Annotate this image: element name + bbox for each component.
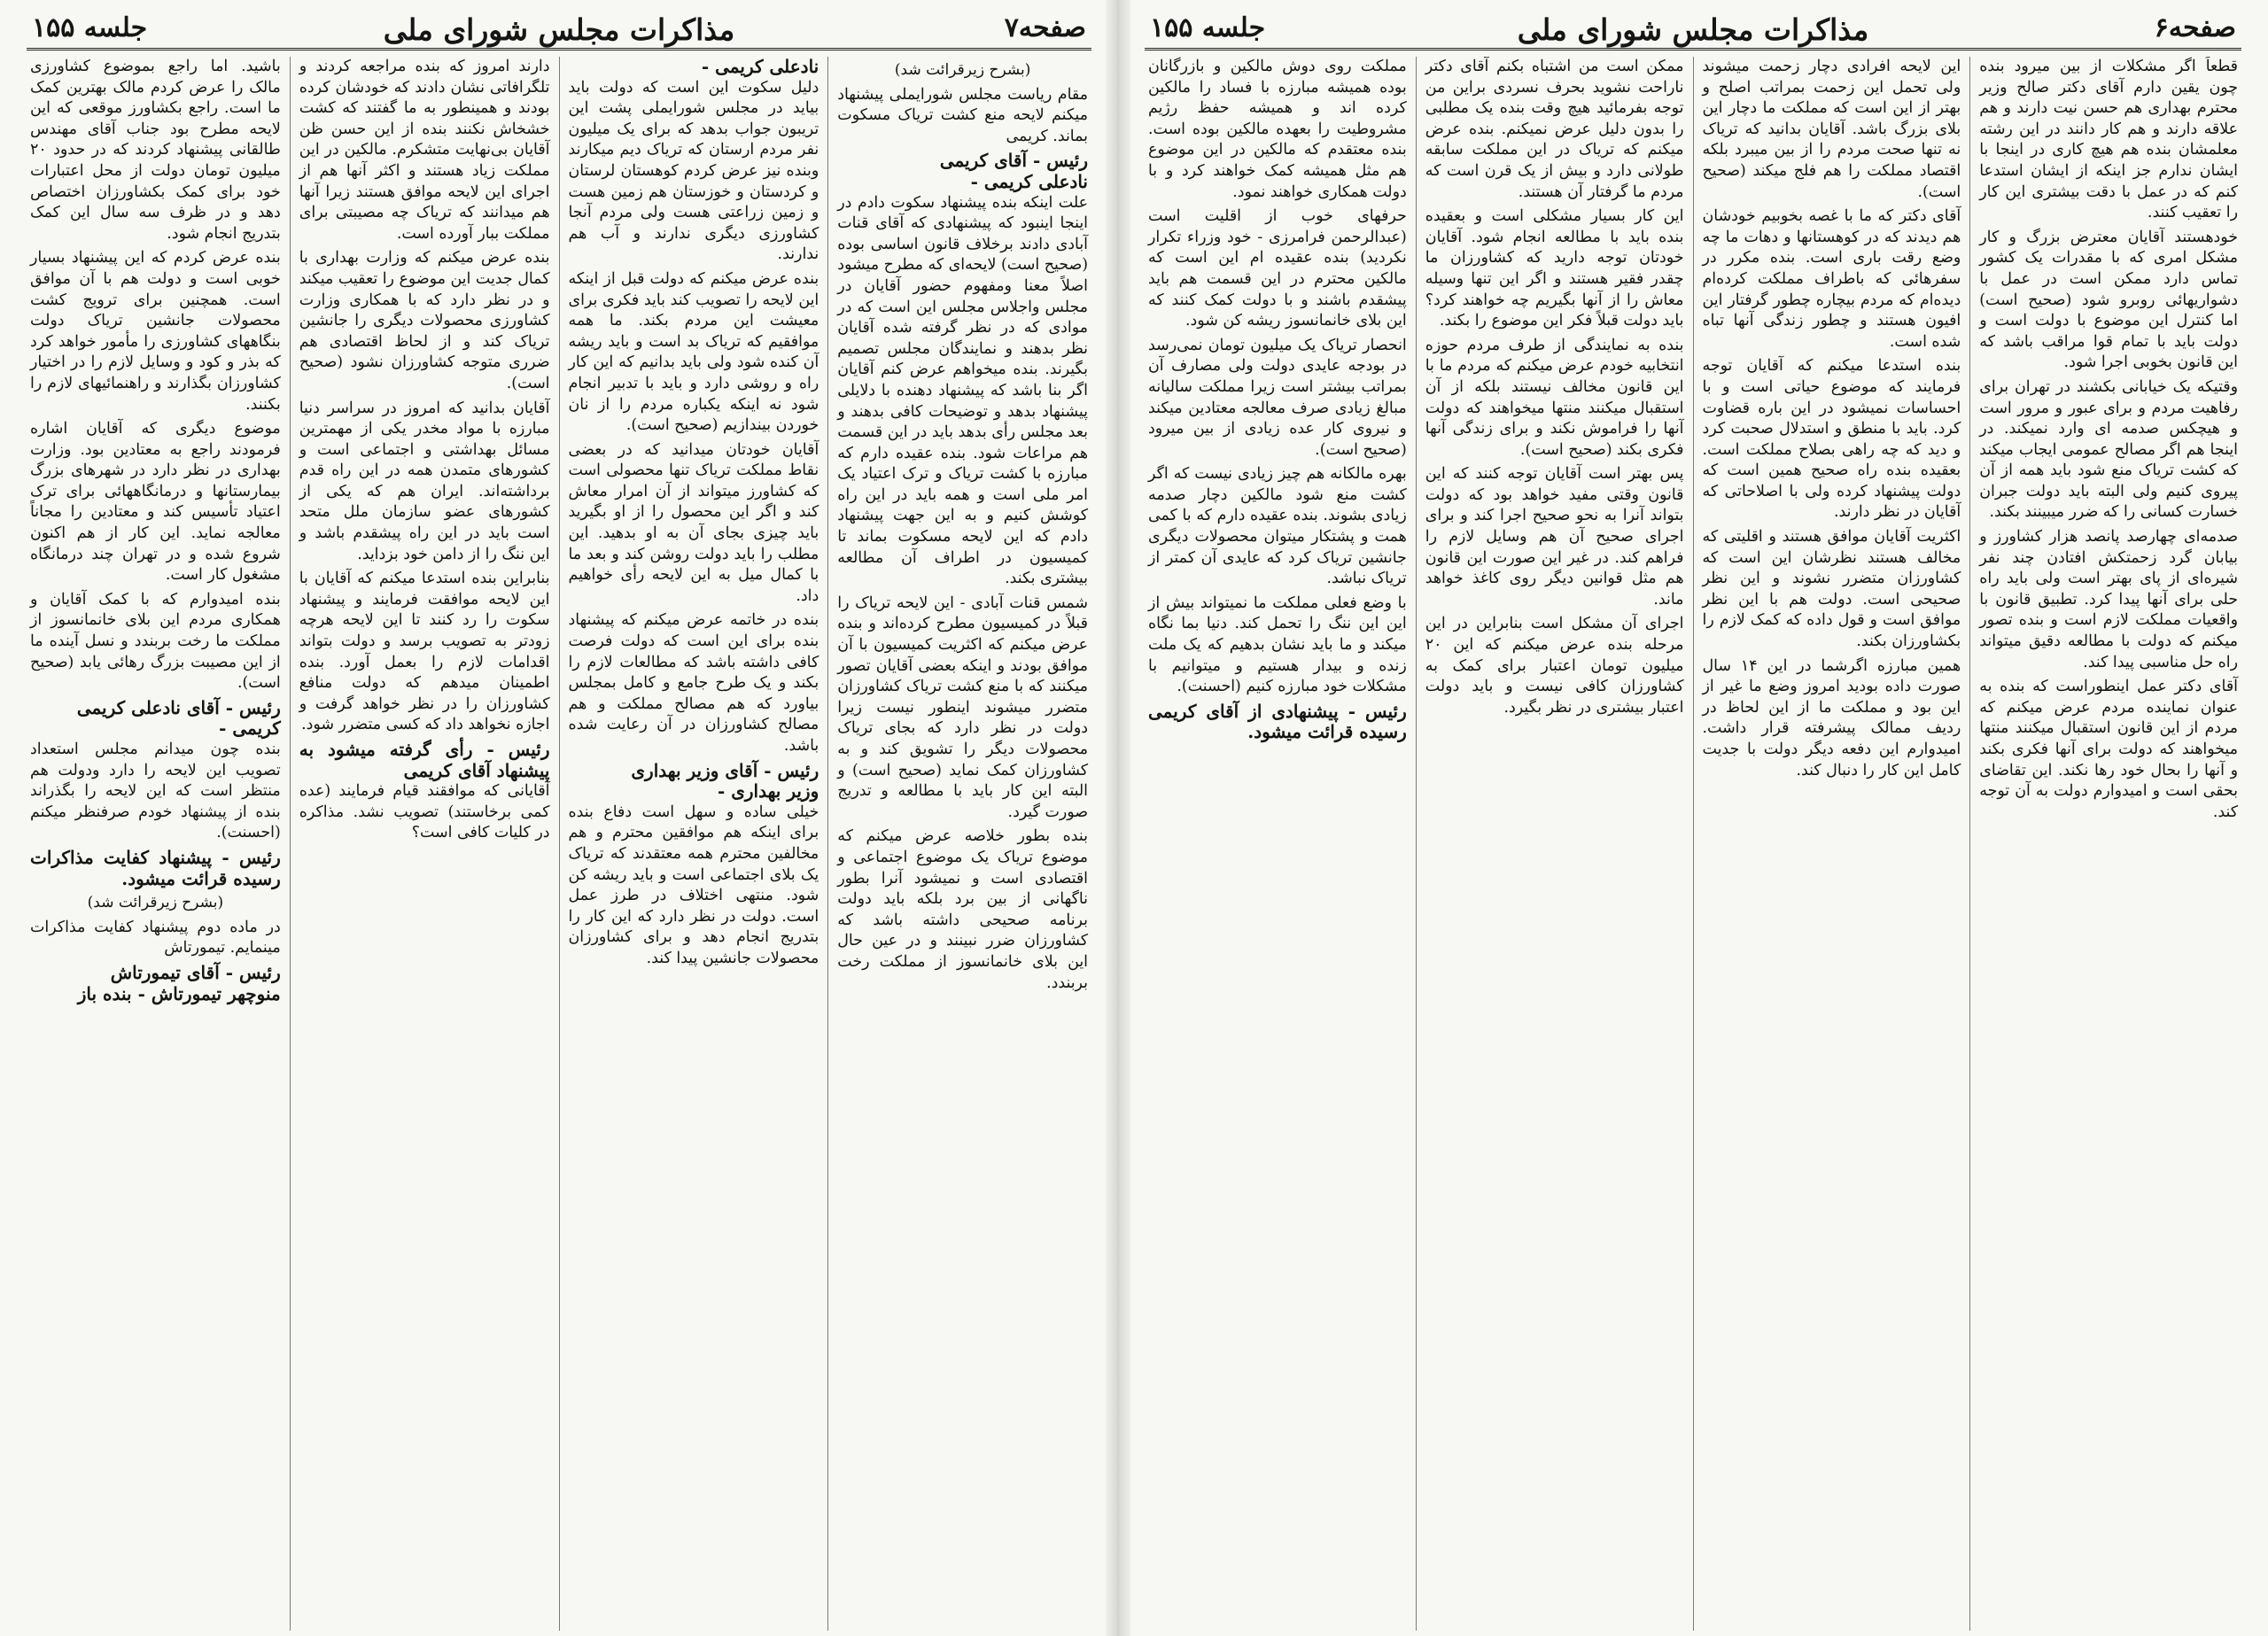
- speaker-heading: رئیس - پیشنهاد کفایت مذاکرات رسیده قرائت میشود.: [30, 846, 281, 889]
- speaker-heading: وزیر بهداری -: [717, 780, 819, 802]
- paragraph: انحصار تریاک یک میلیون تومان نمی‌رسد در بودجه عایدی دولت ولی مصارف آن بمراتب بیشتر است زیرا مملکت سالیانه مبالغ زیادی صرف معالجه معتادین میکند و نیروی کار عده زیادی از بین میرود (صحیح است).: [1148, 336, 1407, 459]
- speaker-heading: رئیس - آقای وزیر بهداری: [631, 759, 819, 781]
- text-columns: [1139, 57, 2247, 1631]
- session-label: جلسه ۱۵۵: [32, 12, 148, 43]
- paragraph: خیلی ساده و سهل است دفاع بنده برای اینکه هم موافقین محترم و هم مخالفین محترم همه معتقدند که تریاک یک بلای اجتماعی است و باید ریشه کن شود. منتهی اختلاف در طرز عمل است. دولت در نظر دارد که این کار را بتدریج انجام دهد و برای کشاورزان محصولات جانشین پیدا کند.: [568, 802, 819, 967]
- reading-note: (بشرح زیرقرائت شد): [894, 61, 1031, 79]
- speaker-heading: نادعلی کریمی -: [970, 170, 1088, 192]
- page-number: صفحه۷: [1004, 12, 1086, 43]
- paragraph: موضوع دیگری که آقایان اشاره فرمودند راجع به معتادین بود. وزارت بهداری در نظر دارد در شهرهای بزرگ بیمارستانها و درمانگاههائی برای ترک اعتیاد تأسیس کند و معتادین را مجاناً معالجه نماید. این کار از هم اکنون شروع شده و در تهران چند درمانگاه مشغول کار است.: [30, 420, 281, 585]
- page-7: [0, 0, 1118, 1636]
- paragraph: باشید. اما راجع بموضوع کشاورزی مالک را عرض کردم مالک بهترین کمک ما است. راجع بکشاورز موقعی که این لایحه مطرح بود جناب آقای مهندس طالقانی پیشنهاد کردند که در حدود ۲۰ میلیون تومان دولت از محل اعتبارات خود برای کمک بکشاورزان اختصاص دهد و در ظرف سه سال این کمک بتدریج انجام شود.: [30, 58, 281, 243]
- paragraph: بنده چون میدانم مجلس استعداد تصویب این لایحه را دارد ودولت هم منتظر است که این لایحه را بگذراند بنده از پیشنهاد خودم صرفنظر میکنم (احسنت).: [30, 740, 281, 842]
- reading-note: (بشرح زیرقرائت شد): [87, 894, 224, 912]
- running-title: مذاکرات مجلس شورای ملی: [1517, 12, 1869, 47]
- paragraph: بنده امیدوارم که با کمک آقایان و همکاری مردم این بلای خانمانسوز از مملکت ما رخت بربندد و نسل آینده ما از این مصیبت بزرگ رهائی یابد (صحیح است).: [30, 590, 281, 693]
- paragraph: اکثریت آقایان موافق هستند و اقلیتی که مخالف هستند نظرشان این است که کشاورزان متضرر نشوند و این نظر صحیحی است. دولت هم با این نظر موافق است و قول داده که کمک لازم را بکشاورزان بکند.: [1702, 528, 1961, 651]
- binding-gutter: [1106, 0, 1130, 1636]
- text-column: [1693, 57, 1970, 1631]
- paragraph: آقایانی که موافقند قیام فرمایند (عده کمی برخاستند) تصویب نشد. مذاکره در کلیات کافی است؟: [299, 782, 550, 842]
- paragraph: حرفهای خوب از اقلیت است (عبدالرحمن فرامرزی - خود وزراء تکرار نکردید) بنده عقیده ام این است که مالکین محترم در این قسمت هم باید پیشقدم باشند و با دولت کمک کنند که این بلای خانمانسوز ریشه کن شود.: [1148, 207, 1407, 330]
- text-column: [559, 57, 828, 1631]
- speaker-heading: رئیس - آقای تیمورتاش: [110, 961, 281, 983]
- paragraph: بهره مالکانه هم چیز زیادی نیست که اگر کشت منع شود مالکین دچار صدمه زیادی بشوند. بنده عقیده دارم که با کمی همت و پشتکار میتوان محصولات دیگری جانشین تریاک کرد که عایدی آن کمتر از تریاک نباشد.: [1148, 465, 1407, 588]
- paragraph: در ماده دوم پیشنهاد کفایت مذاکرات مینمایم. تیمورتاش: [30, 918, 281, 958]
- paragraph: صدمه‌ای چهارصد پانصد هزار کشاورز و بیابان گرد زحمتکش افتادن چند نفر شیره‌ای از پای بهتر است ولی باید راه حلی برای آنها پیدا کرد. تطبیق قانون با واقعیات مملکت لازم است و بنده تصور میکنم که دولت با مطالعه دقیق میتواند راه حل مناسبی پیدا کند.: [1979, 528, 2238, 671]
- speaker-heading: رئیس - رأی گرفته میشود به پیشنهاد آقای کریمی: [299, 739, 550, 781]
- paragraph: وقتیکه یک خیابانی بکشند در تهران برای رفاهیت مردم و برای عبور و مرور است و هیچکس صدمه ای وارد نمیکند. در اینجا هم اگر مصالح عمومی ایجاب میکند که کشت تریاک منع شود باید همه از آن پیروی کنیم ولی البته باید دولت جبران خسارت کسانی را که ضرر میبینند بکند.: [1979, 377, 2238, 522]
- paragraph: پس بهتر است آقایان توجه کنند که این قانون وقتی مفید خواهد بود که دولت بتواند آنرا به نحو صحیح اجرا کند و برای اجرای صحیح آن هم وسایل لازم را فراهم کند. در غیر این صورت این قانون هم مثل قوانین دیگر روی کاغذ خواهد ماند.: [1425, 465, 1684, 609]
- speaker-heading: کریمی -: [219, 717, 281, 740]
- text-column: [827, 57, 1097, 1631]
- paragraph: آقای دکتر که ما با غصه بخوبیم خودشان هم دیدند که در کوهستانها و دهات ما چه وضع رقت باری است. بنده مکرر در سفرهائی که باطراف مملکت کرده‌ام دیده‌ام که مردم بیچاره چطور گرفتار این افیون هستند و چطور زندگی آنها تباه شده است.: [1702, 207, 1961, 351]
- paragraph: بنده عرض میکنم که دولت قبل از اینکه این لایحه را تصویب کند باید فکری برای معیشت این مردم بکند. ما همه موافقیم که تریاک بد است و باید ریشه آن کنده شود ولی باید بدانیم که این کار راه و روشی دارد و باید با تدبیر انجام شود نه اینکه یکباره مردم را از نان خوردن بیندازیم (صحیح است).: [568, 269, 819, 435]
- paragraph: دارند امروز که بنده مراجعه کردند و تلگرافاتی نشان دادند که خودشان کرده بودند و همینطور به ما گفتند که کشت خشخاش نکنند بنده از این حسن ظن آقایان بی‌نهایت متشکرم. مالکین در این مملکت زیاد هستند و اکثر آنها هم از اجرای این لایحه موافق هستند زیرا آنها هم میدانند که تریاک چه مصیبتی برای مملکت ببار آورده است.: [299, 58, 550, 243]
- paragraph: این لایحه افرادی دچار زحمت میشوند ولی تحمل این زحمت بمراتب اصلح و بهتر از این است که مملکت ما دچار این بلای بزرگ باشد. آقایان بدانید که تریاک نه تنها صحت مردم را از بین میبرد بلکه اقتصاد مملکت را هم فلج میکند (صحیح است).: [1702, 58, 1961, 201]
- paragraph: بنده استدعا میکنم که آقایان توجه فرمایند که موضوع حیاتی است و با احساسات نمیشود در این باره قضاوت کرد. باید با منطق و استدلال صحبت کرد و دید که چه راهی بصلاح مملکت است. بعقیده بنده راه صحیح همین است که دولت پیشنهاد کرده ولی با اصلاحاتی که آقایان در نظر دارند.: [1702, 357, 1961, 522]
- paragraph: قطعاً اگر مشکلات از بین میرود بنده چون یقین دارم آقای دکتر صالح وزیر محترم بهداری هم حسن نیت دارند و هم علاقه دارند و هم کار دانند در این رشته معلمشان بنده هم هیچ کاری در اینجا با ایشان ندارم جز اینکه از ایشان استدعا کنم که در عمل با دقت بیشتری این کار را تعقیب کنند.: [1979, 58, 2238, 222]
- paragraph: این کار بسیار مشکلی است و بعقیده بنده باید با مطالعه انجام شود. آقایان خودتان توجه دارید که کشاورزان ما چقدر فقیر هستند و اگر این تنها وسیله معاش را از آنها بگیریم چه خواهند کرد؟ باید دولت قبلاً فکر این موضوع را بکند.: [1425, 207, 1684, 330]
- speaker-heading: رئیس - آقای کریمی: [939, 150, 1088, 172]
- paragraph: مملکت روی دوش مالکین و بازرگانان بوده همیشه مبارزه با فساد را مالکین کرده اند و همیشه حفظ رژیم مشروطیت را بعهده مالکین بوده است. بنده معتقدم که مالکین در این موضوع هم مثل همیشه کمک خواهند کرد و با دولت همکاری خواهند نمود.: [1148, 58, 1407, 201]
- paragraph: بنده عرض میکنم که وزارت بهداری با کمال جدیت این موضوع را تعقیب میکند و در نظر دارد که با همکاری وزارت کشاورزی محصولات دیگری را جانشین تریاک کند و از لحاظ اقتصادی هم ضرری متوجه کشاورزان نشود (صحیح است).: [299, 249, 550, 392]
- paragraph: اجرای آن مشکل است بنابراین در این مرحله بنده عرض میکنم که این ۲۰ میلیون تومان اعتبار برای کمک به کشاورزان کافی نیست و باید دولت اعتبار بیشتری در نظر بگیرد.: [1425, 615, 1684, 717]
- paragraph: مقام ریاست مجلس شورایملی پیشنهاد میکنم لایحه منع کشت تریاک مسکوت بماند. کریمی: [837, 85, 1088, 145]
- paragraph: علت اینکه بنده پیشنهاد سکوت دادم در اینجا اینبود که پیشنهادی که آقای قنات آبادی دادند برخلاف قانون اساسی بوده (صحیح است) لایحه‌ای که مطرح میشود اصلاً معنا ومفهوم حضور آقایان در مجلس واجلاس مجلس این است که در موادی که در نظر گرفته شده آقایان نظر بدهند و نمایندگان مجلس تصمیم بگیرند. بنده میخواهم عرض کنم آقایان اگر بنا باشد که پیشنهاد دهنده با دلایلی پیشنهاد بدهد و توضیحات کافی بدهند و بعد مجلس رأی بدهد باید در این قسمت هم مراعات شود. بنده عقیده دارم که مبارزه با کشت تریاک و ترک اعتیاد یک امر ملی است و همه باید در این راه کوشش کنیم و به این جهت پیشنهاد دادم که این لایحه مسکوت بماند تا کمیسیون در اطراف آن مطالعه بیشتری بکند.: [837, 193, 1088, 588]
- page-6: [1118, 0, 2268, 1636]
- paragraph: با وضع فعلی مملکت ما نمیتواند بیش از این این ننگ را تحمل کند. دنیا بما نگاه میکند و ما باید نشان بدهیم که یک ملت زنده و بیدار هستیم و میتوانیم با مشکلات خود مبارزه کنیم (احسنت).: [1148, 593, 1407, 696]
- paragraph: آقایان خودتان میدانید که در بعضی نقاط مملکت تریاک تنها محصولی است که کشاورز میتواند از آن امرار معاش کند و اگر این محصول را از او بگیرید باید چیزی بجای آن به او بدهید. این مطلب را باید دولت روشن کند و بعد ما با کمال میل به این لایحه رأی خواهیم داد.: [568, 440, 819, 605]
- paragraph: شمس قنات آبادی - این لایحه تریاک را قبلاً در کمیسیون مطرح کرده‌اند و بنده عرض میکنم که اکثریت کمیسیون با آن موافق بودند و اینکه بعضی آقایان تصور میکنند که با منع کشت تریاک کشاورزان متضرر میشوند اینطور نیست زیرا دولت در نظر دارد که بجای تریاک محصولات دیگر را تشویق کند و به کشاورزان کمک نماید (صحیح است) و البته این کار باید با مطالعه و تدریج صورت گیرد.: [837, 593, 1088, 821]
- paragraph: ممکن است من اشتباه بکنم آقای دکتر ناراحت نشوید بحرف نسردی براین من توجه بفرمائید هیچ وقت بنده یک مطلبی را بدون دلیل عرض نمیکنم. بنده عرض میکنم که تریاک در این مملکت سابقه طولانی دارد و بیش از یک قرن است که مردم ما گرفتار آن هستند.: [1425, 58, 1684, 201]
- text-column: [21, 57, 290, 1631]
- page-header: [27, 7, 1091, 50]
- page-number: صفحه۶: [2154, 12, 2236, 43]
- paragraph: دلیل سکوت این است که دولت باید بیاید در مجلس شورایملی پشت این تریبون جواب بدهد که برای یک میلیون نفر مردم ارستان که تریاک دیم میکارند وبنده نیز عرض کردم کوهستان لرستان و کردستان و خوزستان هم زمین هست و زمین زراعتی هست ولی مردم آنجا کشاورزی دیگری ندارند و آب هم ندارند.: [568, 78, 819, 264]
- paragraph: بنده بطور خلاصه عرض میکنم که موضوع تریاک یک موضوع اجتماعی و اقتصادی است و نمیشود آنرا بطور ناگهانی از بین برد بلکه باید دولت برنامه صحیحی داشته باشد که کشاورزان ضرر نبینند و در عین حال این بلای خانمانسوز از مملکت رخت بربندد.: [837, 827, 1088, 992]
- paragraph: بنده به نمایندگی از طرف مردم حوزه انتخابیه خودم عرض میکنم که مردم ما با این قانون مخالف نیستند بلکه از آن استقبال میکنند منتها میخواهند که دولت آنها را فراموش نکند و برای زندگی آنها فکری بکند (صحیح است).: [1425, 336, 1684, 459]
- speaker-heading: منوچهر تیمورتاش - بنده باز: [77, 982, 281, 1004]
- paragraph: آقای دکتر عمل اینطوراست که بنده به عنوان نماینده مردم عرض میکنم که مردم از این قانون استقبال میکنند منتها میخواهند که دولت برای آنها فکری بکند و آنها را بحال خود رها نکند. این تقاضای بحقی است و امیدوارم دولت به آن توجه کند.: [1979, 678, 2238, 821]
- text-column: [1969, 57, 2247, 1631]
- paragraph: بنده عرض کردم که این پیشنهاد بسیار خوبی است و دولت هم با آن موافق است. همچنین برای ترویج کشت محصولات جانشین تریاک دولت بنگاههای کشاورزی را مأمور خواهد کرد که بذر و کود و وسایل لازم را در اختیار کشاورزان بگذارند و راهنمائیهای لازم را بکنند.: [30, 249, 281, 414]
- running-title: مذاکرات مجلس شورای ملی: [383, 12, 735, 47]
- paragraph: بنده در خاتمه عرض میکنم که پیشنهاد بنده برای این است که دولت فرصت کافی داشته باشد که مطالعات لازم را بکند و یک طرح جامع و کامل بمجلس بیاورد که هم مصالح مملکت و هم مصالح کشاورزان در آن رعایت شده باشد.: [568, 611, 819, 755]
- text-column: [1139, 57, 1416, 1631]
- text-column: [290, 57, 559, 1631]
- session-label: جلسه ۱۵۵: [1150, 12, 1266, 43]
- speaker-heading: رئیس - پیشنهادی از آقای کریمی رسیده قرائت میشود.: [1148, 700, 1407, 743]
- text-column: [1416, 57, 1693, 1631]
- page-header: [1145, 7, 2241, 50]
- paragraph: آقایان بدانید که امروز در سراسر دنیا مبارزه با مواد مخدر یکی از مهمترین مسائل بهداشتی و اجتماعی است و کشورهای متمدن همه در این راه قدم برداشته‌اند. ایران هم که یکی از کشورهای عضو سازمان ملل متحد است باید در این راه پیشقدم باشد و این ننگ را از دامن خود بزداید.: [299, 399, 550, 563]
- paragraph: همین مبارزه اگرشما در این ۱۴ سال صورت داده بودید امروز وضع ما غیر از این بود و مملکت ما از این لحاظ در ردیف ممالک پیشرفته قرار داشت. امیدوارم این دفعه دیگر دولت با جدیت کامل این کار را دنبال کند.: [1702, 656, 1961, 779]
- speaker-heading: رئیس - آقای نادعلی کریمی: [76, 696, 281, 718]
- paragraph: خودهستند آقایان معترض بزرگ و کار مشکل امری که با مقدرات یک کشور تماس دارد ممکن است در عمل با دشواریهائی روبرو شود (صحیح است) اما کنترل این موضوع با دولت است و دولت باید با تمام قوا مراقب باشد که این قانون بخوبی اجرا شود.: [1979, 228, 2238, 372]
- paragraph: بنابراین بنده استدعا میکنم که آقایان با این لایحه موافقت فرمایند و پیشنهاد سکوت را رد کنند تا این لایحه هرچه زودتر به تصویب برسد و دولت بتواند اقدامات لازم را بعمل آورد. بنده اطمینان میدهم که دولت منافع کشاورزان را در نظر خواهد گرفت و اجازه نخواهد داد که کسی متضرر شود.: [299, 570, 550, 734]
- speaker-heading: نادعلی کریمی -: [701, 57, 819, 77]
- text-columns: [21, 57, 1097, 1631]
